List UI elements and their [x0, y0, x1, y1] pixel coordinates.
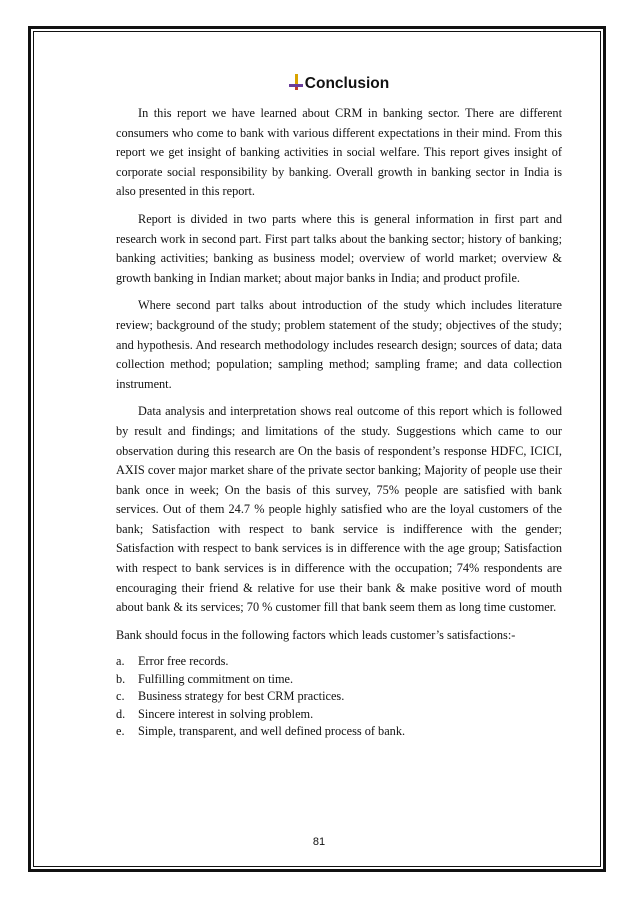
list-item [116, 723, 562, 741]
paragraph: In this report we have learned about CRM in banking sector. There are different consumers who come to bank with various different expectations in their mind. From this report we get insight of banking activities in social welfare. This report gives insight of corporate social responsibility by banking. Overall growth in banking sector in India is also presented in this report. [116, 106, 562, 199]
list-item [116, 671, 562, 689]
factors-list [116, 653, 562, 741]
paragraph: Report is divided in two parts where this is general information in first part and research work in second part. First part talks about the banking sector; history of banking; banking activities; banking as business model; overview of world market; overview & growth banking in Indian market; about major banks in India; and product profile. [116, 211, 562, 285]
list-marker: d. [116, 706, 126, 721]
list-item [116, 706, 562, 724]
bullet-pin-icon [289, 74, 303, 90]
list-item-text: Simple, transparent, and well defined process of bank. [138, 724, 406, 739]
list-marker: c. [116, 689, 125, 704]
list-marker: b. [116, 671, 126, 686]
list-item-text: Fulfilling commitment on time. [138, 671, 294, 686]
factors-lead-in: Bank should focus in the following factors which leads customer’s satisfactions:- [116, 627, 516, 642]
list-item-text: Business strategy for best CRM practices. [138, 689, 345, 704]
paragraph: Where second part talks about introduction of the study which includes literature review; background of the study; problem statement of the study; objectives of the study; and hypothesis. And research methodology includes research design; sources of data; data collection method; population; sampling method; sampling frame; and data collection instrument. [116, 298, 562, 391]
list-item [116, 653, 562, 671]
list-marker: a. [116, 654, 125, 669]
list-marker: e. [116, 724, 125, 739]
page-title: Conclusion [304, 75, 390, 92]
page-content [116, 74, 562, 741]
paragraph: Data analysis and interpretation shows real outcome of this report which is followed by result and findings; and limitations of the study. Suggestions which came to our observation during this research are On the basis of respondent’s response HDFC, ICICI, AXIS cover major market share of the private sector banking; Majority of people use their bank once in week; On the basis of this survey, 75% people are satisfied with bank services. Out of them 24.7 % people highly satisfied who are the loyal customers of the bank; Satisfaction with respect to bank service is indifference with the gender; Satisfaction with respect to bank services is in difference with the age group; Satisfaction with respect to bank services is in difference with the occupation; 74% respondents are encouraging their friend & relative for use their bank & make positive word of mouth about bank & its services; 70 % customer fill that bank seem them as long time customer. [116, 404, 562, 615]
list-item-text: Sincere interest in solving problem. [138, 706, 314, 721]
heading-row [116, 74, 562, 96]
list-item [116, 688, 562, 706]
list-item-text: Error free records. [138, 654, 229, 669]
page-number: 81 [312, 836, 326, 848]
